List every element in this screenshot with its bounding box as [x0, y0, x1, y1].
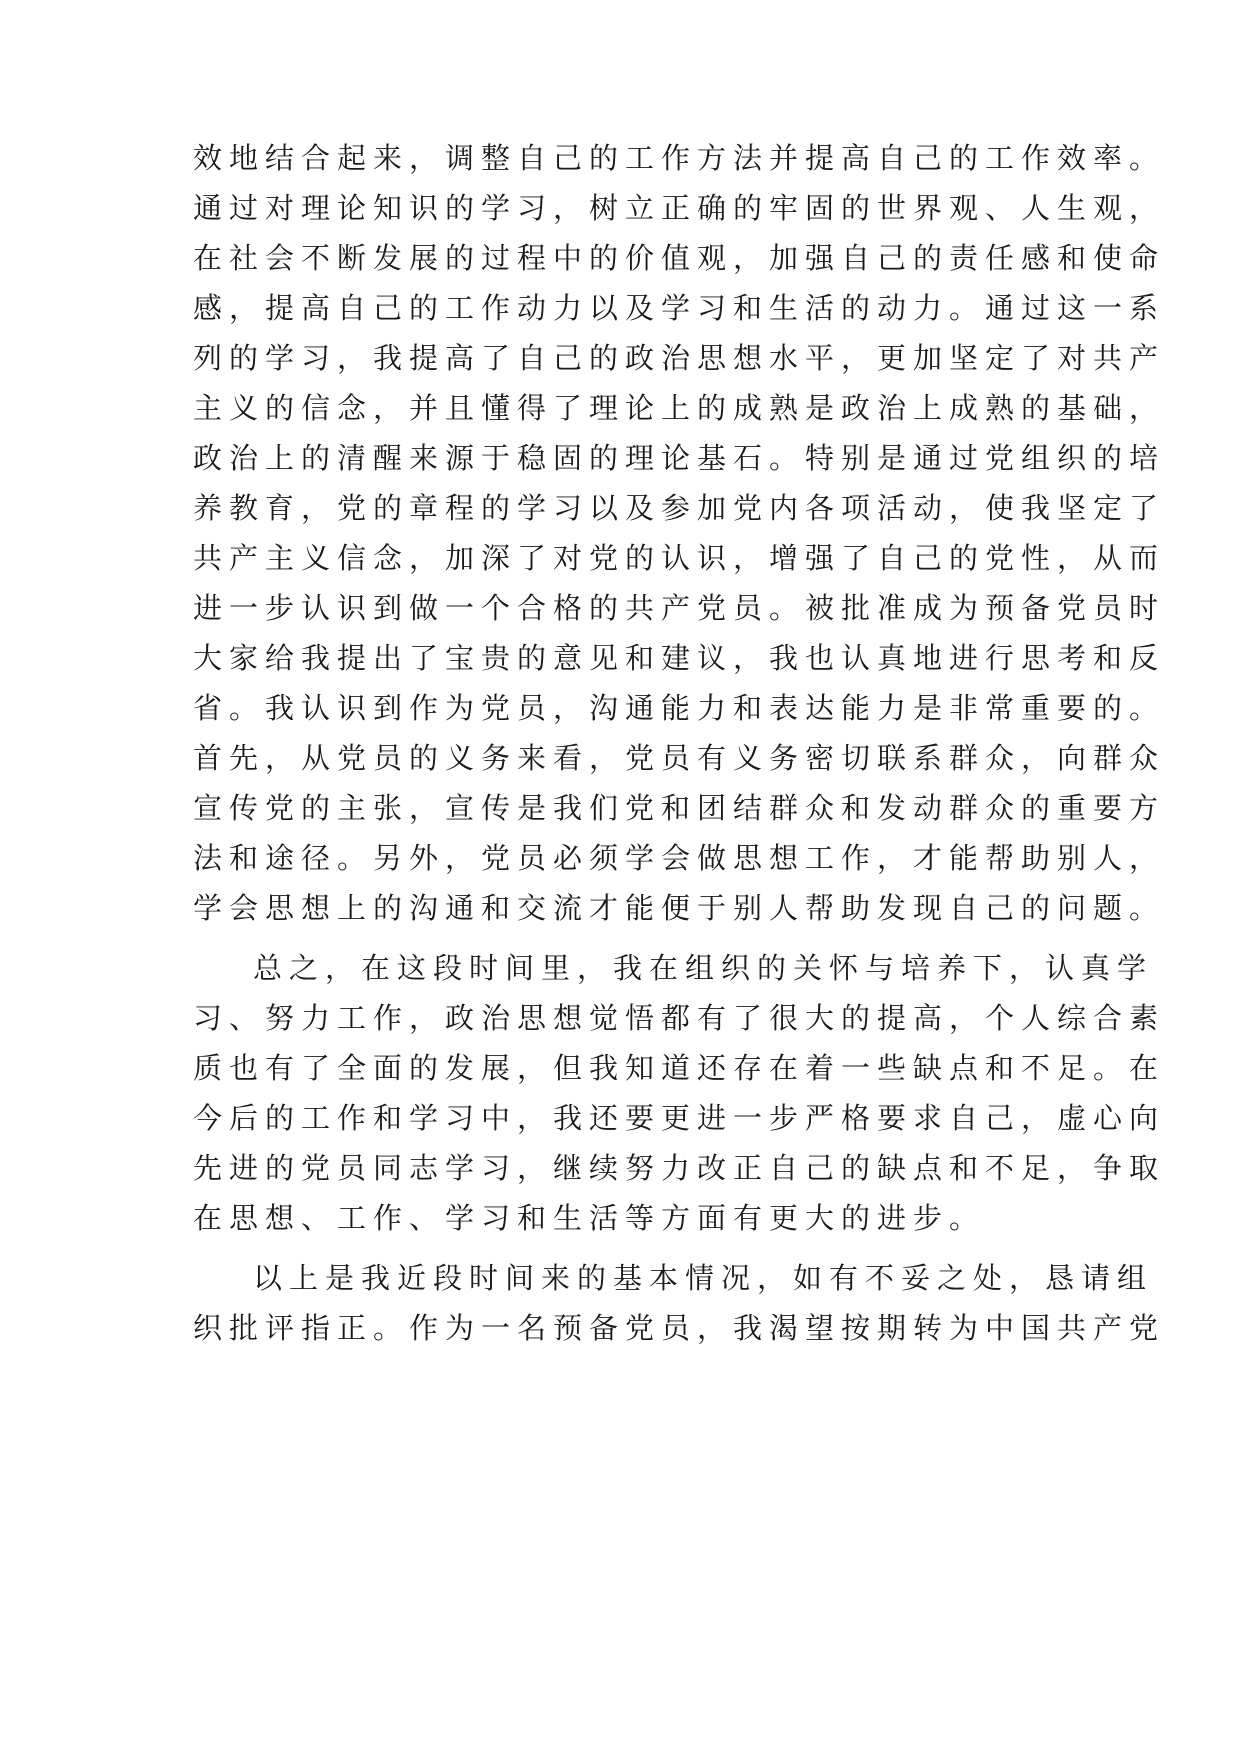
paragraph-start-line: 以上是我近段时间来的基本情况，如有不妥之处，恳请组	[253, 1261, 1154, 1295]
body-text-line: 法和途径。另外，党员必须学会做思想工作，才能帮助别人，	[193, 841, 1166, 875]
body-text-line: 省。我认识到作为党员，沟通能力和表达能力是非常重要的。	[193, 691, 1166, 725]
body-text-line: 学会思想上的沟通和交流才能便于别人帮助发现自己的问题。	[193, 891, 1166, 925]
paragraph-end-line: 在思想、工作、学习和生活等方面有更大的进步。	[193, 1201, 986, 1235]
body-text-line: 今后的工作和学习中，我还要更进一步严格要求自己，虚心向	[193, 1101, 1166, 1135]
body-text-line: 织批评指正。作为一名预备党员，我渴望按期转为中国共产党	[193, 1311, 1166, 1345]
body-text-line: 大家给我提出了宝贵的意见和建议，我也认真地进行思考和反	[193, 641, 1166, 675]
body-text-line: 宣传党的主张，宣传是我们党和团结群众和发动群众的重要方	[193, 791, 1166, 825]
body-text-line: 效地结合起来，调整自己的工作方法并提高自己的工作效率。	[193, 141, 1166, 175]
body-text-line: 首先，从党员的义务来看，党员有义务密切联系群众，向群众	[193, 741, 1166, 775]
paragraph-start-line: 总之，在这段时间里，我在组织的关怀与培养下，认真学	[253, 951, 1154, 985]
body-text-line: 列的学习，我提高了自己的政治思想水平，更加坚定了对共产	[193, 341, 1166, 375]
body-text-line: 在社会不断发展的过程中的价值观，加强自己的责任感和使命	[193, 241, 1166, 275]
body-text-line: 通过对理论知识的学习，树立正确的牢固的世界观、人生观，	[193, 191, 1166, 225]
body-text-line: 先进的党员同志学习，继续努力改正自己的缺点和不足，争取	[193, 1151, 1166, 1185]
body-text-line: 共产主义信念，加深了对党的认识，增强了自己的党性，从而	[193, 541, 1166, 575]
body-text-line: 质也有了全面的发展，但我知道还存在着一些缺点和不足。在	[193, 1051, 1166, 1085]
body-text-line: 进一步认识到做一个合格的共产党员。被批准成为预备党员时	[193, 591, 1166, 625]
body-text-line: 感，提高自己的工作动力以及学习和生活的动力。通过这一系	[193, 291, 1166, 325]
body-text-line: 养教育，党的章程的学习以及参加党内各项活动，使我坚定了	[193, 491, 1166, 525]
body-text-line: 习、努力工作，政治思想觉悟都有了很大的提高，个人综合素	[193, 1001, 1166, 1035]
body-text-line: 政治上的清醒来源于稳固的理论基石。特别是通过党组织的培	[193, 441, 1166, 475]
body-text-line: 主义的信念，并且懂得了理论上的成熟是政治上成熟的基础，	[193, 391, 1166, 425]
